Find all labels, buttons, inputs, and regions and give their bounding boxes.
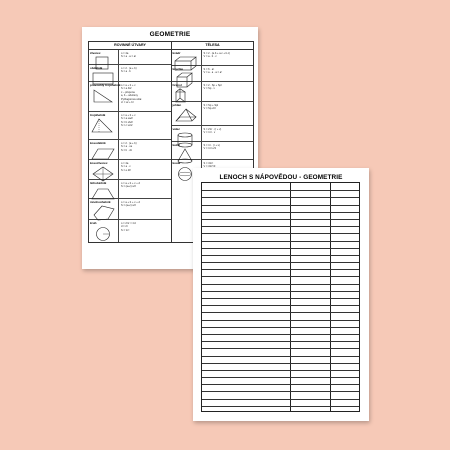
row-line <box>202 255 359 256</box>
row-line <box>202 312 359 313</box>
row-line <box>202 356 359 357</box>
row-line <box>202 370 359 371</box>
shape-name: kvádr <box>172 51 181 55</box>
right-triangle-icon <box>90 88 117 104</box>
table-row <box>172 50 254 66</box>
lenoch-title: LENOCH S NÁPOVĚDOU - GEOMETRIE <box>219 174 343 181</box>
formula-cell <box>202 50 254 65</box>
lenoch-sheet <box>193 168 369 421</box>
table-row <box>172 126 254 142</box>
row-line <box>202 205 359 206</box>
row-line <box>202 248 359 249</box>
formula-line: o = 2 . (a + b) <box>121 66 137 70</box>
formula-cell <box>119 220 171 242</box>
table-row <box>89 220 171 242</box>
formula-line: o = a + b + c + d <box>121 200 140 204</box>
formula-cell <box>119 82 171 111</box>
solids-header: TĚLESA <box>205 43 220 47</box>
table-row <box>89 112 171 140</box>
table-row <box>89 180 171 199</box>
shape-name: koule <box>172 161 181 165</box>
formula-line: S = a . b <box>121 70 131 73</box>
table-row <box>89 199 171 220</box>
row-line <box>202 320 359 321</box>
formula-line: o = 4a <box>121 51 129 55</box>
formula-line: a, b – odvěsny <box>121 94 138 97</box>
formula-cell <box>202 66 254 81</box>
polygon-icon <box>90 205 117 221</box>
formula-cell <box>119 180 171 198</box>
shape-cell <box>89 160 119 179</box>
shape-name: pravoúhlý trojúhelník <box>90 83 121 87</box>
formula-line: S = (a+c).v/2 <box>121 185 136 188</box>
shape-cell <box>89 140 119 159</box>
formula-line: V = Sp.v/3 <box>203 107 216 110</box>
row-line <box>202 197 359 198</box>
shape-cell <box>89 180 119 198</box>
table-row <box>89 82 171 112</box>
formula-line: S = e.f/2 <box>121 168 131 172</box>
row-line <box>202 377 359 378</box>
circle-icon <box>90 226 117 242</box>
formula-line: S = 2 . (a.b + a.c + b.c) <box>203 51 230 55</box>
formula-line: S = b . vb <box>121 148 133 152</box>
row-line <box>202 399 359 400</box>
formula-cell <box>119 160 171 179</box>
table-row <box>172 82 254 102</box>
formula-line: Pythagorova věta: <box>121 97 142 101</box>
table-header <box>89 42 253 50</box>
formula-line: o = a + b + c <box>121 113 136 117</box>
planar-header: ROVINNÉ ÚTVARY <box>89 42 172 49</box>
row-line <box>202 190 359 191</box>
formula-cell <box>119 65 171 81</box>
formula-cell <box>119 140 171 159</box>
shape-name: kužel <box>172 143 181 147</box>
formula-cell <box>119 50 171 64</box>
geometry-title: GEOMETRIE <box>149 31 191 38</box>
row-line <box>202 363 359 364</box>
formula-line: S = 6 . a² <box>203 67 215 71</box>
formula-line: S = 2 . Sp + Spl <box>203 83 222 87</box>
table-row <box>172 102 254 126</box>
shape-cell <box>172 66 202 81</box>
shape-name: čtverec <box>90 51 101 55</box>
row-line <box>202 327 359 328</box>
table-row <box>89 65 171 82</box>
formula-line: c² = a² + b² <box>121 101 134 104</box>
shape-name: hranol <box>172 83 182 87</box>
row-line <box>202 276 359 277</box>
formula-line: S = c.vc/2 <box>121 124 133 127</box>
shape-name: mnohoúhelník <box>90 200 111 204</box>
formula-cell <box>202 102 254 125</box>
formula-line: S = 2πr . (r + v) <box>203 127 222 131</box>
row-line <box>202 212 359 213</box>
shape-name: válec <box>172 127 181 131</box>
shape-cell <box>172 82 202 101</box>
formula-line: S = (a+c).v/2 <box>121 204 136 207</box>
formula-line: V = πr² . v <box>203 131 216 134</box>
row-line <box>202 233 359 234</box>
row-line <box>202 391 359 392</box>
formula-line: S = πr . (r + s) <box>203 143 220 147</box>
shape-cell <box>89 112 119 139</box>
shape-name: kosočtverec <box>90 161 108 165</box>
triangle-icon <box>90 118 117 134</box>
row-line <box>202 269 359 270</box>
row-line <box>202 384 359 385</box>
shape-cell <box>172 142 202 159</box>
shape-cell <box>172 102 202 125</box>
shape-cell <box>89 82 119 111</box>
shape-name: lichoběžník <box>90 181 107 185</box>
formula-line: o = 2πr = πd <box>121 221 136 225</box>
shape-cell <box>89 50 119 64</box>
formula-line: S = a . v <box>121 165 131 168</box>
formula-cell <box>202 82 254 101</box>
shape-name: krychle <box>172 67 184 71</box>
shape-name: obdélník <box>90 66 103 70</box>
formula-line: d = 2r <box>121 225 128 228</box>
row-line <box>202 262 359 263</box>
formula-line: S = πr² <box>121 228 130 232</box>
formula-line: c – přepona <box>121 90 135 94</box>
row-line <box>202 226 359 227</box>
table-row <box>172 66 254 82</box>
formula-line: o = 4a <box>121 161 129 165</box>
shape-cell <box>172 50 202 65</box>
formula-line: V = 4πr³/3 <box>203 165 216 168</box>
row-line <box>202 291 359 292</box>
pyramid-icon <box>173 108 200 124</box>
formula-cell <box>119 199 171 219</box>
formula-line: V = Sp . v <box>203 87 215 90</box>
formula-line: o = 2 . (a + b) <box>121 141 137 145</box>
formula-line: S = a.va/2 <box>121 117 133 120</box>
row-line <box>202 348 359 349</box>
formula-cell <box>202 142 254 159</box>
shape-cell <box>172 126 202 141</box>
answer-grid <box>201 182 360 412</box>
row-line <box>202 334 359 335</box>
table-row <box>89 160 171 180</box>
row-line <box>202 298 359 299</box>
row-line <box>202 241 359 242</box>
table-row <box>172 142 254 160</box>
formula-line: o = a + b + c <box>121 83 136 87</box>
row-line <box>202 219 359 220</box>
formula-line: S = Sp + Spl <box>203 103 219 107</box>
row-line <box>202 284 359 285</box>
shape-name: jehlan <box>172 103 182 107</box>
formula-line: S = a . a = a² <box>121 55 136 58</box>
formula-line: S = a . va <box>121 145 133 148</box>
shape-name: trojúhelník <box>90 113 106 117</box>
formula-cell <box>202 126 254 141</box>
formula-line: S = 4πr² <box>203 161 214 165</box>
row-line <box>202 341 359 342</box>
planar-column <box>89 50 172 242</box>
shape-cell <box>89 65 119 81</box>
shape-name: kosodélník <box>90 141 106 145</box>
formula-line: o = a + b + c + d <box>121 181 140 185</box>
row-line <box>202 305 359 306</box>
shape-cell <box>89 220 119 242</box>
shape-name: kruh <box>90 221 97 225</box>
table-row <box>89 140 171 160</box>
formula-line: V = πr².v/3 <box>203 147 216 150</box>
formula-cell <box>119 112 171 139</box>
formula-line: S = a.b/2 <box>121 87 132 90</box>
formula-line: V = a . a . a = a³ <box>203 71 223 74</box>
table-row <box>89 50 171 65</box>
formula-line: S = b.vb/2 <box>121 120 133 124</box>
shape-cell <box>89 199 119 219</box>
row-line <box>202 406 359 407</box>
formula-line: V = a . b . c <box>203 55 217 58</box>
